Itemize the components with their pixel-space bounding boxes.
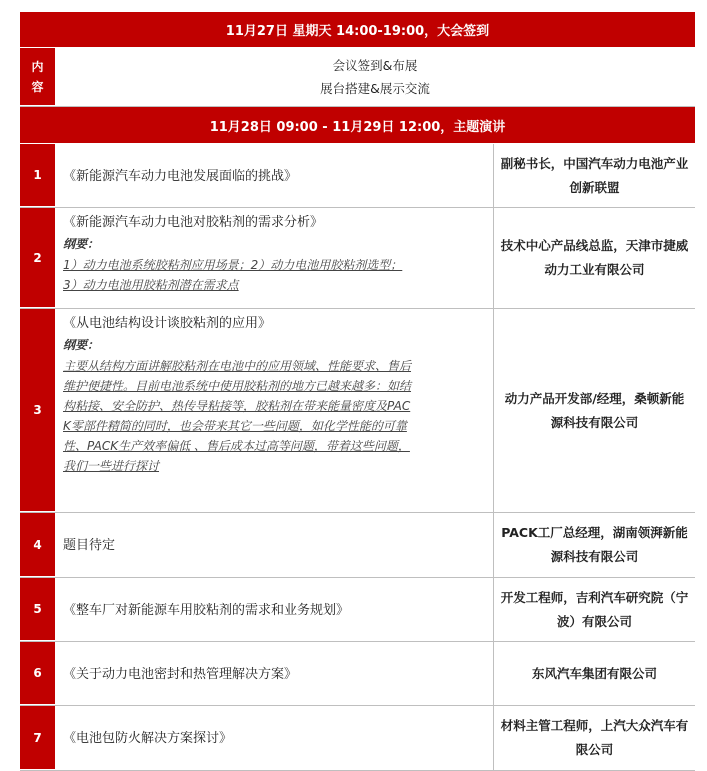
talk-number: 2: [20, 208, 55, 308]
talk-title-cell: [55, 309, 494, 512]
speaker-cell: [494, 144, 695, 207]
outline-line: 性、PACK生产效率偏低 、售后成本过高等问题，带着这些问题，: [63, 439, 410, 453]
talk-number: 1: [20, 144, 55, 207]
day1-content-cell: [55, 48, 695, 106]
outline-line: 主要从结构方面讲解胶粘剂在电池中的应用领域、性能要求、售后: [63, 359, 412, 373]
day1-header-text: 11月27日 星期天 14:00-19:00，大会签到: [225, 24, 490, 39]
speaker-cell: [494, 309, 695, 512]
outline-label: 纲要：: [63, 237, 100, 251]
speaker-text: 东风汽车集团有限公司: [531, 665, 657, 681]
talk-number: 4: [20, 513, 55, 577]
talk-title: 《关于动力电池密封和热管理解决方案》: [63, 666, 298, 682]
outline-line: 3）动力电池用胶粘剂潜在需求点: [63, 278, 239, 292]
schedule-table: [20, 12, 695, 771]
speaker-cell: [494, 513, 695, 577]
talk-number: 6: [20, 642, 55, 705]
table-row: [20, 48, 695, 107]
speaker-text: 技术中心产品线总监，天津市捷威动力工业有限公司: [500, 238, 689, 277]
content-label-cell: [20, 48, 55, 106]
talk-number: 5: [20, 578, 55, 641]
talk-title: 《新能源汽车动力电池发展面临的挑战》: [63, 168, 298, 184]
speaker-cell: [494, 578, 695, 641]
speaker-cell: [494, 642, 695, 705]
day1-content-line: 展台搭建&展示交流: [320, 81, 430, 96]
day2-header: [20, 107, 695, 144]
content-label-char: 内: [31, 59, 44, 74]
talk-title-cell: [55, 513, 494, 577]
talk-title: 题目待定: [63, 538, 116, 553]
talk-title-cell: [55, 578, 494, 641]
day2-header-text: 11月28日 09:00 - 11月29日 12:00，主题演讲: [209, 119, 506, 135]
outline-label: 纲要：: [63, 338, 100, 352]
outline-line: K零部件精简的同时，也会带来其它一些问题，如化学性能的可靠: [63, 419, 407, 433]
talk-title: 《从电池结构设计谈胶粘剂的应用》: [63, 316, 272, 331]
table-row: [20, 208, 695, 309]
outline-line: 构粘接、安全防护、热传导粘接等，胶粘剂在带来能量密度及PAC: [63, 399, 411, 413]
table-row: [20, 642, 695, 706]
talk-title-cell: [55, 208, 494, 308]
outline-line: 维护便捷性。目前电池系统中使用胶粘剂的地方已越来越多：如结: [63, 379, 412, 393]
table-row: [20, 513, 695, 578]
content-label-char: 容: [31, 79, 44, 94]
speaker-cell: [494, 208, 695, 308]
talk-title-cell: [55, 642, 494, 705]
talk-title: 《新能源汽车动力电池对胶粘剂的需求分析》: [63, 215, 324, 230]
speaker-text: 动力产品开发部/经理，桑顿新能源科技有限公司: [504, 390, 685, 430]
talk-title: 《电池包防火解决方案探讨》: [63, 731, 233, 746]
table-row: [20, 706, 695, 771]
table-row: [20, 309, 695, 513]
day1-content-line: 会议签到&布展: [332, 58, 418, 73]
speaker-text: 开发工程师，吉利汽车研究院（宁波）有限公司: [500, 589, 689, 629]
speaker-text: 材料主管工程师，上汽大众汽车有限公司: [500, 718, 689, 757]
table-row: [20, 144, 695, 208]
talk-title-cell: [55, 144, 494, 207]
speaker-cell: [494, 706, 695, 770]
outline-line: 1）动力电池系统胶粘剂应用场景；2）动力电池用胶粘剂选型；: [63, 258, 403, 272]
speaker-text: PACK工厂总经理，湖南领湃新能源科技有限公司: [501, 525, 688, 564]
talk-title-cell: [55, 706, 494, 770]
outline-line: 我们一些进行探讨: [63, 459, 160, 473]
talk-number: 7: [20, 706, 55, 770]
table-row: [20, 578, 695, 642]
speaker-text: 副秘书长，中国汽车动力电池产业创新联盟: [500, 155, 689, 195]
talk-title: 《整车厂对新能源车用胶粘剂的需求和业务规划》: [63, 602, 350, 618]
day1-header: [20, 12, 695, 48]
talk-number: 3: [20, 309, 55, 512]
